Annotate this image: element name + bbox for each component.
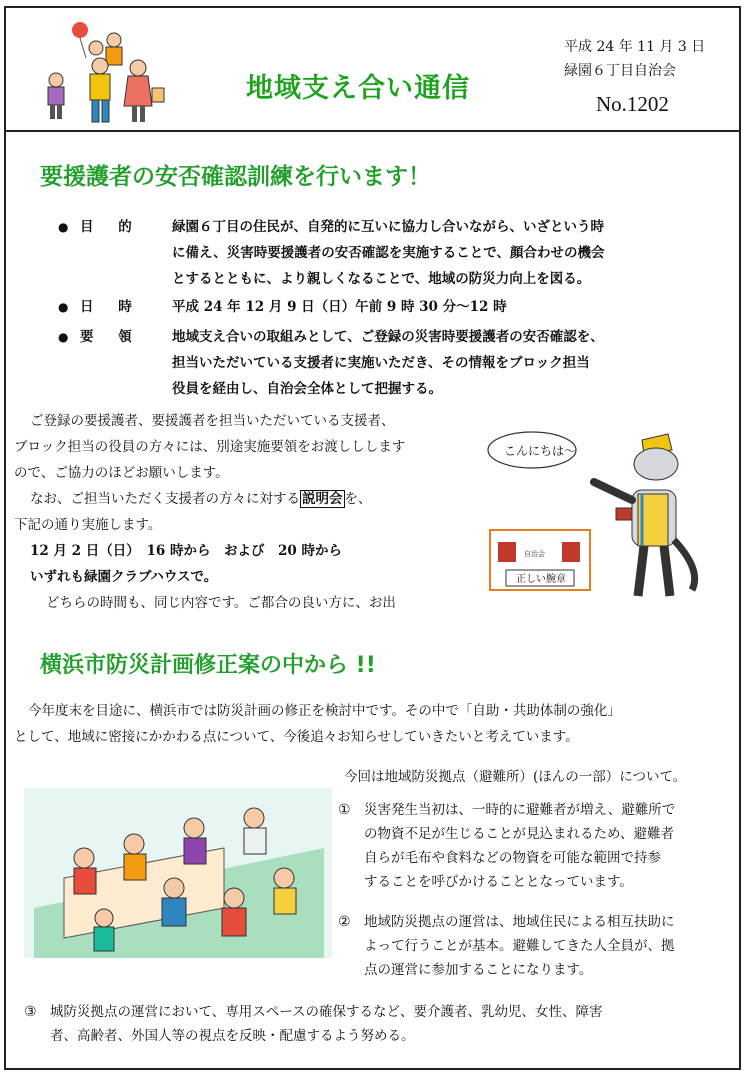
plan-item-1: ① 災害発生当初は、一時的に避難者が増え、避難所で の物資不足が生じることが見込まれるため、避難者 自らが毛布や食料などの物資を可能な範囲で持参 することを呼びかけることとなっています。 [338,802,676,890]
issue-date: 平成 24 年 11 月 3 日 [564,39,706,55]
plan-subhead: 今回は地域防災拠点（避難所）(ほんの一部）について。 [344,769,687,785]
plan-item-2: ② 地域防災拠点の運営は、地域住民による相互扶助に よって行うことが基本。避難してきた人全員が、拠 点の運営に参加することになります。 [338,914,675,978]
plan-item-3: ③ 城防災拠点の運営において、専用スペースの確保するなど、要介護者、乳幼児、女性、障害 者、高齢者、外国人等の視点を反映・配慮するよう努める。 [24,1004,603,1044]
briefing-paragraph: ご登録の要援護者、要援護者を担当いただいている支援者、 ブロック担当の役員の方々には、別途実施要領をお渡ししします ので、ご協力のほどお願いします。 なお、ご担当いただく支援者の方々に対する 説明会 を、 下記の通り実施します。 12 月 2 日（日） 16 時から および 20 時から いずれも緑園クラブハウスで。 どちらの時間も、同じ内容です。ご都合の良い方に、お出 [14,413,406,611]
item-label: 要 領 [80,329,142,345]
item-label: 日 時 [80,299,142,315]
evacuation-shelter-illustration [24,788,332,958]
item-text: 緑園６丁目の住民が、自発的に互いに協力し合いながら、いざという時 に備え、災害時要援護者の安否確認を実施することで、顔合わせの機会 とするとともに、より親しくなることで、地域の防災力向上を図る。 [172,219,605,287]
organization-name: 緑園６丁目自治会 [564,63,676,79]
issue-number: No.1202 [596,92,669,116]
bullet-icon: ● [58,300,69,314]
bullet-icon: ● [58,220,69,234]
family-illustration [28,18,178,128]
svg-text:自治会: 自治会 [524,550,545,558]
plan-intro: 今年度末を目途に、横浜市では防災計画の修正を検討中です。その中で「自助・共助体制の強化」 として、地域に密接にかかわる点について、今後追々お知らせしていきたいと考えています。 [14,703,621,745]
item-purpose [58,214,717,292]
item-label: 目 的 [80,219,142,235]
schedule-times: 12 月 2 日（日） 16 時から および 20 時から [30,543,343,559]
newsletter-title: 地域支え合い通信 [246,73,470,104]
item-datetime [58,294,717,320]
bullet-icon: ● [58,330,69,344]
section-title-drill: 要援護者の安否確認訓練を行います！ [40,164,431,190]
section-title-disaster-plan: 横浜市防災計画修正案の中から !! [40,653,376,678]
mascot-speech: こんにちは～ [504,444,577,458]
armband-label: 正しい腕章 [516,574,566,585]
item-procedure [58,324,717,402]
newsletter-header [6,8,739,132]
item-text: 平成 24 年 12 月 9 日（日）午前 9 時 30 分～12 時 [172,299,507,315]
briefing-session-label: 説明会 [302,491,343,507]
schedule-venue: いずれも緑園クラブハウスで。 [30,569,218,585]
item-text: 地域支え合いの取組みとして、ご登録の災害時要援護者の安否確認を、 担当いただいている支援者に実施いただき、その情報をブロック担当 役員を経由し、自治会全体として把握する。 [172,329,604,397]
mascot-illustration [482,420,712,620]
